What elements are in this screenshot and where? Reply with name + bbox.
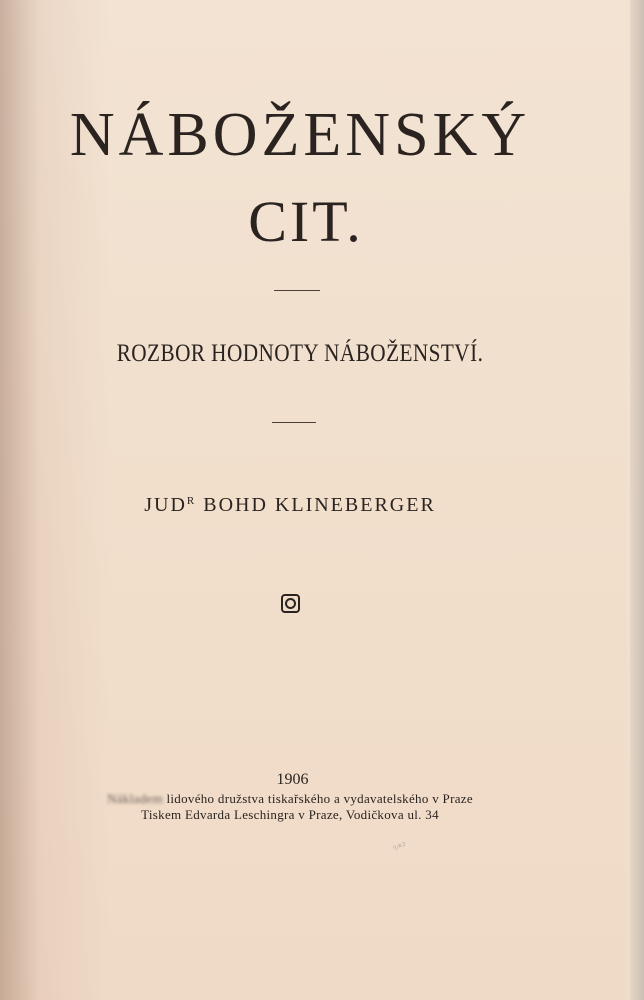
imprint-line-1 [0,791,580,807]
publication-year: 1906 [276,771,309,788]
author-prefix-sup: R [186,495,197,507]
author-name: BOHD KLINEBERGER [203,494,436,516]
imprint-line-1-text: lidového družstva tiskařského a vydavatelského v Praze [166,791,473,806]
divider [274,290,320,291]
imprint-blurred-word: Nákladem [107,791,163,806]
title-line-2: CIT. [248,189,364,254]
pencil-note: ᵃ⁄ᵃ² [391,840,407,855]
author-prefix: JUD [144,494,187,516]
title-line-1: NÁBOŽENSKÝ [69,101,531,169]
author [0,494,580,517]
subtitle: ROZBOR HODNOTY NÁBOŽENSTVÍ. [116,340,484,367]
page-edge [630,0,644,1000]
square-circle-ornament-icon [281,594,300,613]
divider [272,422,316,423]
imprint-line-2: Tiskem Edvarda Leschingra v Praze, Vodičkova ul. 34 [141,807,439,822]
